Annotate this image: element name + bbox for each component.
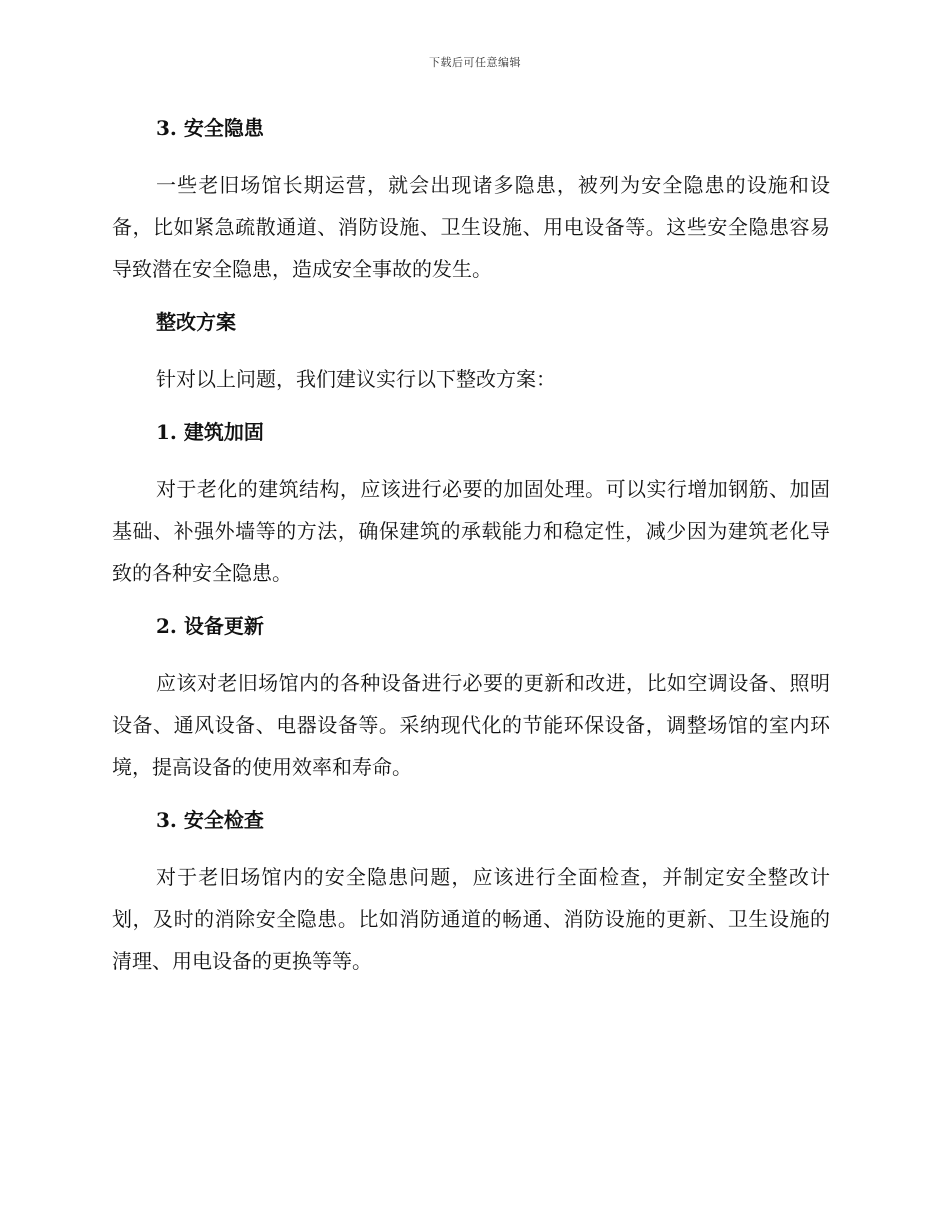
section-heading-safety-inspection: 3. 安全检查	[156, 808, 264, 832]
section-paragraph-safety-inspection: 对于老旧场馆内的安全隐患问题，应该进行全面检查，并制定安全整改计划，及时的消除安全隐患。比如消防通道的畅通、消防设施的更新、卫生设施的清理、用电设备的更换等等。	[112, 865, 830, 973]
page-header-note: 下载后可任意编辑	[429, 56, 521, 69]
section-heading-equipment-update: 2. 设备更新	[156, 614, 264, 638]
section-paragraph-building-reinforcement: 对于老化的建筑结构，应该进行必要的加固处理。可以实行增加钢筋、加固基础、补强外墙等的方法，确保建筑的承载能力和稳定性，减少因为建筑老化导致的各种安全隐患。	[112, 477, 830, 585]
document-body	[112, 110, 830, 982]
section-paragraph-equipment-update: 应该对老旧场馆内的各种设备进行必要的更新和改进，比如空调设备、照明设备、通风设备、电器设备等。采纳现代化的节能环保设备，调整场馆的室内环境，提高设备的使用效率和寿命。	[112, 671, 830, 779]
section-paragraph-rectification-plan: 针对以上问题，我们建议实行以下整改方案：	[156, 367, 556, 391]
section-heading-building-reinforcement: 1. 建筑加固	[156, 420, 264, 444]
section-paragraph-safety-hazards: 一些老旧场馆长期运营，就会出现诸多隐患，被列为安全隐患的设施和设备，比如紧急疏散通道、消防设施、卫生设施、用电设备等。这些安全隐患容易导致潜在安全隐患，造成安全事故的发生。	[112, 173, 830, 281]
section-heading-rectification-plan: 整改方案	[156, 310, 236, 334]
section-heading-safety-hazards: 3. 安全隐患	[156, 116, 264, 140]
